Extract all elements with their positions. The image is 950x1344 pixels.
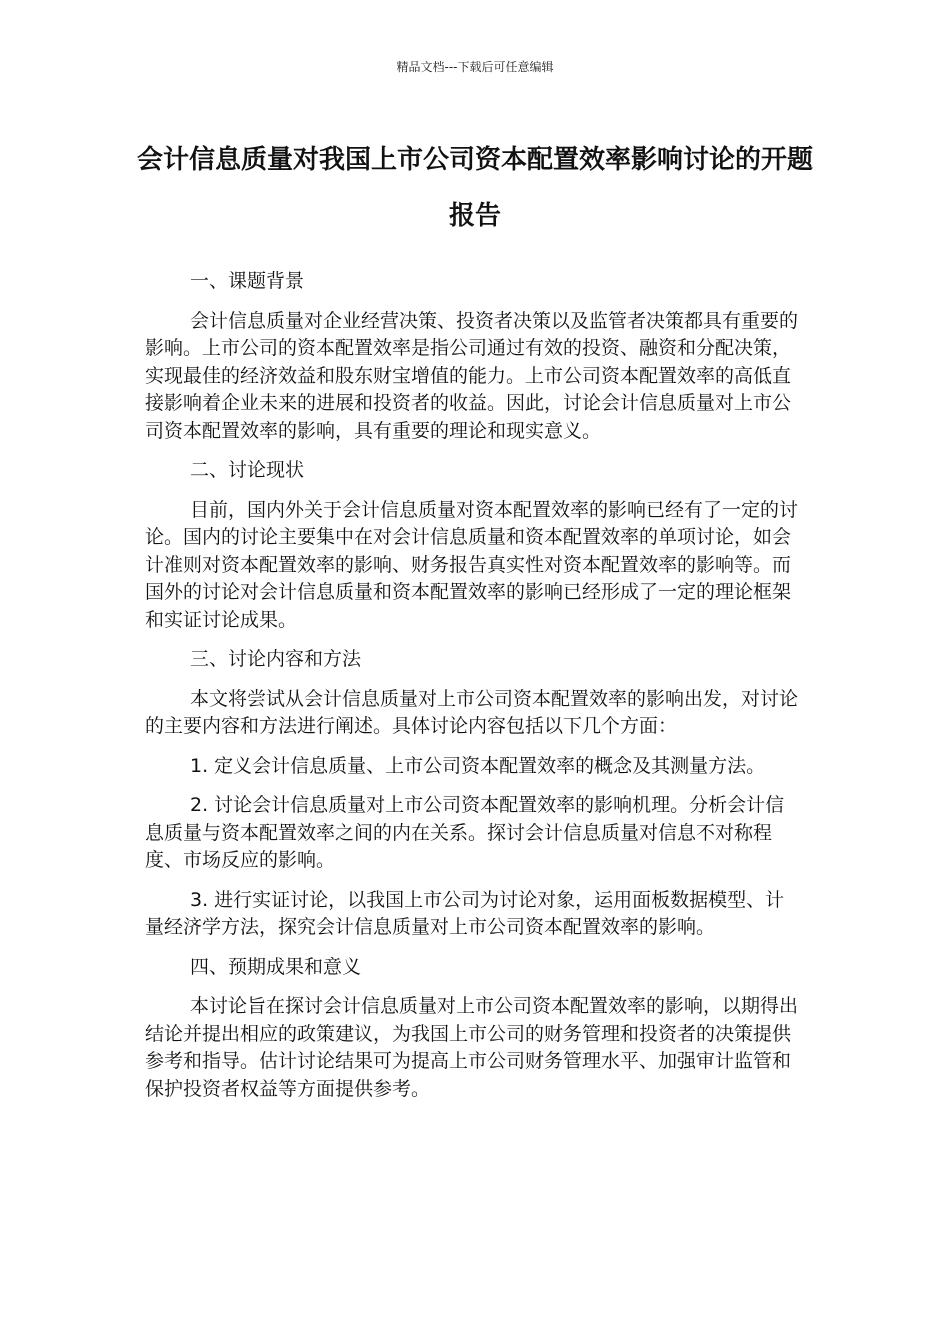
list-item: 2. 讨论会计信息质量对上市公司资本配置效率的影响机理。分析会计信息质量与资本配置效率之间的内在关系。探讨会计信息质量对信息不对称程度、市场反应的影响。 xyxy=(145,794,785,871)
section-paragraph: 本文将尝试从会计信息质量对上市公司资本配置效率的影响出发，对讨论的主要内容和方法进行阐述。具体讨论内容包括以下几个方面： xyxy=(145,687,799,737)
section-heading-status: 二、讨论现状 xyxy=(190,459,305,481)
section-paragraph: 目前，国内外关于会计信息质量对资本配置效率的影响已经有了一定的讨论。国内的讨论主要集中在对会计信息质量和资本配置效率的单项讨论，如会计准则对资本配置效率的影响、财务报告真实性对资本配置效率的影响等。而国外的讨论对会计信息质量和资本配置效率的影响已经形成了一定的理论框架和实证讨论成果。 xyxy=(145,498,799,631)
document-body xyxy=(145,268,803,1115)
section-paragraph: 会计信息质量对企业经营决策、投资者决策以及监管者决策都具有重要的影响。上市公司的资本配置效率是指公司通过有效的投资、融资和分配决策，实现最佳的经济效益和股东财宝增值的能力。上市公司资本配置效率的高低直接影响着企业未来的进展和投资者的收益。因此，讨论会计信息质量对上市公司资本配置效率的影响，具有重要的理论和现实意义。 xyxy=(145,309,799,442)
section-heading-background: 一、课题背景 xyxy=(190,270,305,292)
document-title: 会计信息质量对我国上市公司资本配置效率影响讨论的开题报告 xyxy=(136,145,813,231)
list-item: 1. 定义会计信息质量、上市公司资本配置效率的概念及其测量方法。 xyxy=(190,754,766,777)
section-paragraph: 本讨论旨在探讨会计信息质量对上市公司资本配置效率的影响，以期得出结论并提出相应的政策建议，为我国上市公司的财务管理和投资者的决策提供参考和指导。估计讨论结果可为提高上市公司财务管理水平、加强审计监管和保护投资者权益等方面提供参考。 xyxy=(145,995,799,1100)
header-note: 精品文档---下载后可任意编辑 xyxy=(396,60,554,74)
section-heading-content-methods: 三、讨论内容和方法 xyxy=(190,648,362,670)
section-heading-expected-results: 四、预期成果和意义 xyxy=(190,955,362,978)
list-item: 3. 进行实证讨论，以我国上市公司为讨论对象，运用面板数据模型、计量经济学方法，探究会计信息质量对上市公司资本配置效率的影响。 xyxy=(145,888,785,938)
